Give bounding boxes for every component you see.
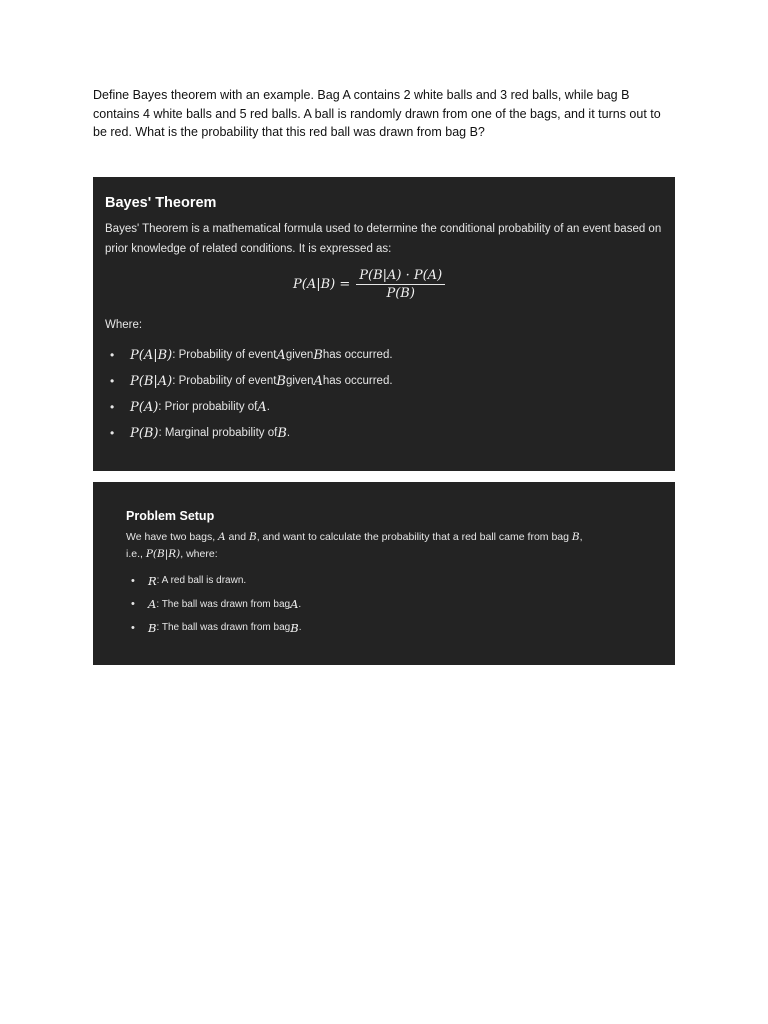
item-math: R (148, 573, 157, 588)
item-math: P(B) (130, 425, 159, 441)
item-math: P(A|B) (130, 347, 173, 363)
item-text: : A red ball is drawn. (156, 575, 247, 587)
problem-setup-panel (93, 482, 675, 665)
formula-lhs: P(A|B) = (293, 277, 351, 292)
item-text: : Probability of event (172, 349, 277, 361)
setup-math: P(B|R) (145, 548, 181, 560)
bayes-formula (293, 268, 445, 301)
bullet-icon: • (131, 598, 135, 611)
item-math: A (257, 399, 267, 415)
bullet-icon: • (110, 426, 115, 440)
formula-numerator: P(B|A) · P(A) (356, 268, 445, 285)
definitions-list (105, 342, 393, 446)
formula-fraction (356, 268, 445, 301)
item-math: B (277, 425, 287, 441)
setup-title: Problem Setup (126, 509, 215, 523)
item-text: . (298, 622, 302, 634)
list-item (105, 420, 393, 446)
setup-intro (126, 529, 642, 563)
item-text: : The ball was drawn from bag (156, 622, 291, 634)
list-item (126, 593, 642, 617)
setup-events-list (126, 569, 642, 640)
where-label: Where: (105, 319, 143, 331)
setup-text: , where: (180, 548, 218, 560)
bullet-icon: • (110, 348, 115, 362)
bayes-title: Bayes' Theorem (105, 195, 217, 211)
item-math: B (148, 620, 157, 635)
setup-math: B (248, 531, 257, 543)
bayes-theorem-panel (93, 177, 675, 471)
item-text: . (298, 598, 302, 610)
list-item (126, 569, 642, 593)
item-text: given (285, 375, 314, 387)
list-item (105, 368, 393, 394)
bullet-icon: • (110, 400, 115, 414)
setup-text: We have two bags, (126, 531, 219, 543)
item-math: B (290, 620, 299, 635)
bayes-intro: Bayes' Theorem is a mathematical formula used to determine the conditional probability of an event based on prior knowledge of related conditions. It is expressed as: (105, 223, 662, 255)
formula-denominator: P(B) (386, 286, 415, 301)
item-math: B (276, 373, 286, 389)
item-math: A (148, 597, 157, 612)
question-text: Define Bayes theorem with an example. Bag A contains 2 white balls and 3 red balls, while bag B contains 4 white balls and 5 red balls. A ball is randomly drawn from one of the bags, and it turns out to be red. What is the probability that this red ball was drawn from bag B? (93, 88, 661, 139)
item-math: P(A) (130, 399, 159, 415)
list-item (105, 342, 393, 368)
item-text: has occurred. (322, 349, 393, 361)
item-math: A (276, 347, 286, 363)
item-text: : Marginal probability of (158, 427, 278, 439)
setup-text: , (579, 531, 583, 543)
list-item (105, 394, 393, 420)
list-item (126, 616, 642, 640)
item-text: : Prior probability of (158, 401, 258, 413)
item-math: A (290, 597, 299, 612)
setup-math: A (218, 531, 226, 543)
bullet-icon: • (110, 374, 115, 388)
setup-text: , and want to calculate the probability that a red ball came from bag (256, 531, 572, 543)
item-text: : Probability of event (172, 375, 277, 387)
bullet-icon: • (131, 621, 135, 634)
item-text: : The ball was drawn from bag (156, 598, 291, 610)
setup-text: and (225, 531, 249, 543)
setup-text: i.e., (126, 548, 146, 560)
item-math: P(B|A) (130, 373, 173, 389)
item-text: given (285, 349, 314, 361)
item-text: . (266, 401, 270, 413)
item-math: A (313, 373, 323, 389)
bullet-icon: • (131, 574, 135, 587)
setup-math: B (571, 531, 580, 543)
item-math: B (313, 347, 323, 363)
item-text: . (286, 427, 291, 439)
item-text: has occurred. (322, 375, 393, 387)
